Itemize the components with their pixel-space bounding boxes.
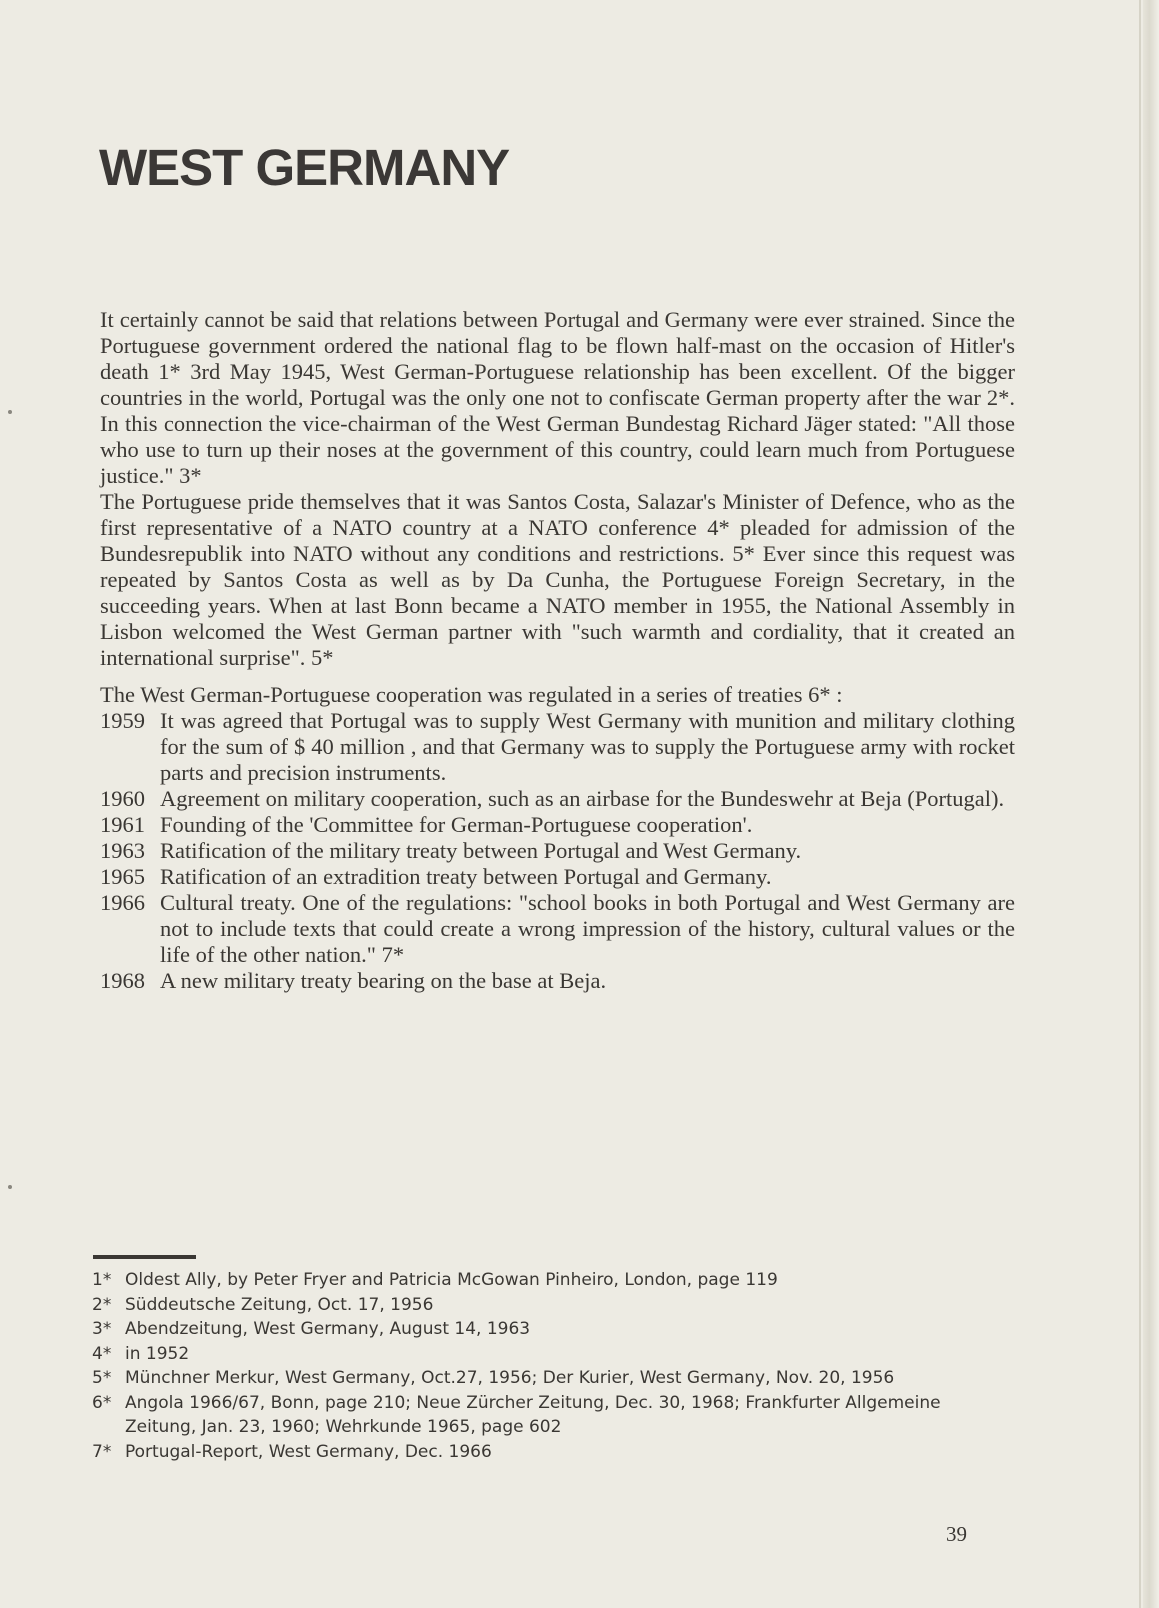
paragraph-cooperation: The West German-Portuguese cooperation was regulated in a series of treaties 6* :	[100, 682, 843, 707]
timeline-text: A new military treaty bearing on the base at Beja.	[160, 968, 607, 993]
timeline-year: 1965	[100, 864, 145, 889]
treaty-timeline	[100, 708, 1015, 994]
paper-speck	[8, 410, 12, 414]
timeline-year: 1968	[100, 968, 145, 993]
paragraph-relations: It certainly cannot be said that relations between Portugal and Germany were ever strained. Since the Portuguese government ordered the national flag to be flown half-mast on the occasion of Hitler's death 1* 3rd May 1945, West German-Portuguese relationship has been excellent. Of the bigger countries in the world, Portugal was the only one not to confiscate German property after the war 2*. In this connection the vice-chairman of the West German Bundestag Richard Jäger stated: "All those who use to turn up their noses at the government of this country, could learn much from Portuguese justice." 3*	[100, 307, 1015, 488]
page-edge	[1143, 0, 1159, 1608]
page-edge-line	[1139, 0, 1141, 1608]
timeline-year: 1966	[100, 890, 145, 915]
footnote-mark: 2*	[92, 1294, 112, 1315]
footnote-mark: 4*	[92, 1343, 112, 1364]
timeline-text: Founding of the 'Committee for German-Portuguese cooperation'.	[160, 812, 753, 837]
footnote-mark: 1*	[92, 1270, 112, 1290]
timeline-text: Agreement on military cooperation, such as an airbase for the Bundeswehr at Beja (Portugal).	[160, 786, 1005, 811]
timeline-year: 1959	[100, 708, 145, 733]
footnote	[92, 1317, 972, 1342]
timeline-text: Cultural treaty. One of the regulations: "school books in both Portugal and West Germany are not to include texts that could create a wrong impression of the history, cultural values or the life of the other nation." 7*	[160, 890, 1015, 967]
timeline-item	[100, 838, 1015, 864]
footnote	[92, 1391, 972, 1440]
footnote-mark: 7*	[92, 1441, 112, 1462]
timeline-text: Ratification of an extradition treaty between Portugal and Germany.	[160, 864, 772, 889]
timeline-year: 1960	[100, 786, 145, 811]
paper-speck	[8, 1185, 12, 1189]
timeline-item	[100, 890, 1015, 968]
page-number: 39	[946, 1522, 967, 1546]
footnote	[92, 1293, 972, 1318]
footnote-text: Portugal-Report, West Germany, Dec. 1966	[125, 1441, 492, 1462]
footnote	[92, 1366, 972, 1391]
footnote-divider	[93, 1255, 196, 1259]
timeline-year: 1963	[100, 838, 145, 863]
paragraph-nato: The Portuguese pride themselves that it was Santos Costa, Salazar's Minister of Defence, who as the first representative of a NATO country at a NATO conference 4* pleaded for admission of the Bundesrepublik into NATO without any conditions and restrictions. 5* Ever since this request was repeated by Santos Costa as well as by Da Cunha, the Portuguese Foreign Secretary, in the succeeding years. When at last Bonn became a NATO member in 1955, the National Assembly in Lisbon welcomed the West German partner with "such warmth and cordiality, that it created an international surprise". 5*	[100, 489, 1015, 670]
page-title: WEST GERMANY	[99, 139, 510, 196]
footnote-mark: 3*	[92, 1319, 112, 1339]
footnote-mark: 6*	[92, 1392, 112, 1413]
footnote-text: Süddeutsche Zeitung, Oct. 17, 1956	[125, 1294, 434, 1315]
footnote-text: in 1952	[125, 1343, 190, 1364]
footnote	[92, 1440, 972, 1465]
body-text	[100, 307, 1015, 994]
timeline-item	[100, 708, 1015, 786]
timeline-item	[100, 968, 1015, 994]
timeline-item	[100, 812, 1015, 838]
timeline-year: 1961	[100, 812, 145, 837]
timeline-item	[100, 786, 1015, 812]
footnote	[92, 1342, 972, 1367]
footnote-mark: 5*	[92, 1368, 112, 1388]
timeline-text: Ratification of the military treaty between Portugal and West Germany.	[160, 838, 802, 863]
footnote-text: Münchner Merkur, West Germany, Oct.27, 1956; Der Kurier, West Germany, Nov. 20, 1956	[125, 1368, 895, 1388]
footnote-text: Angola 1966/67, Bonn, page 210; Neue Zürcher Zeitung, Dec. 30, 1968; Frankfurter Allgemeine Zeitung, Jan. 23, 1960; Wehrkunde 1965, page 602	[125, 1392, 941, 1437]
footnote	[92, 1268, 972, 1293]
footnotes	[92, 1268, 972, 1464]
timeline-item	[100, 864, 1015, 890]
footnote-text: Abendzeitung, West Germany, August 14, 1963	[125, 1319, 531, 1339]
timeline-text: It was agreed that Portugal was to supply West Germany with munition and military clothing for the sum of $ 40 million , and that Germany was to supply the Portuguese army with rocket parts and precision instruments.	[160, 708, 1015, 785]
footnote-text: Oldest Ally, by Peter Fryer and Patricia McGowan Pinheiro, London, page 119	[125, 1270, 778, 1290]
